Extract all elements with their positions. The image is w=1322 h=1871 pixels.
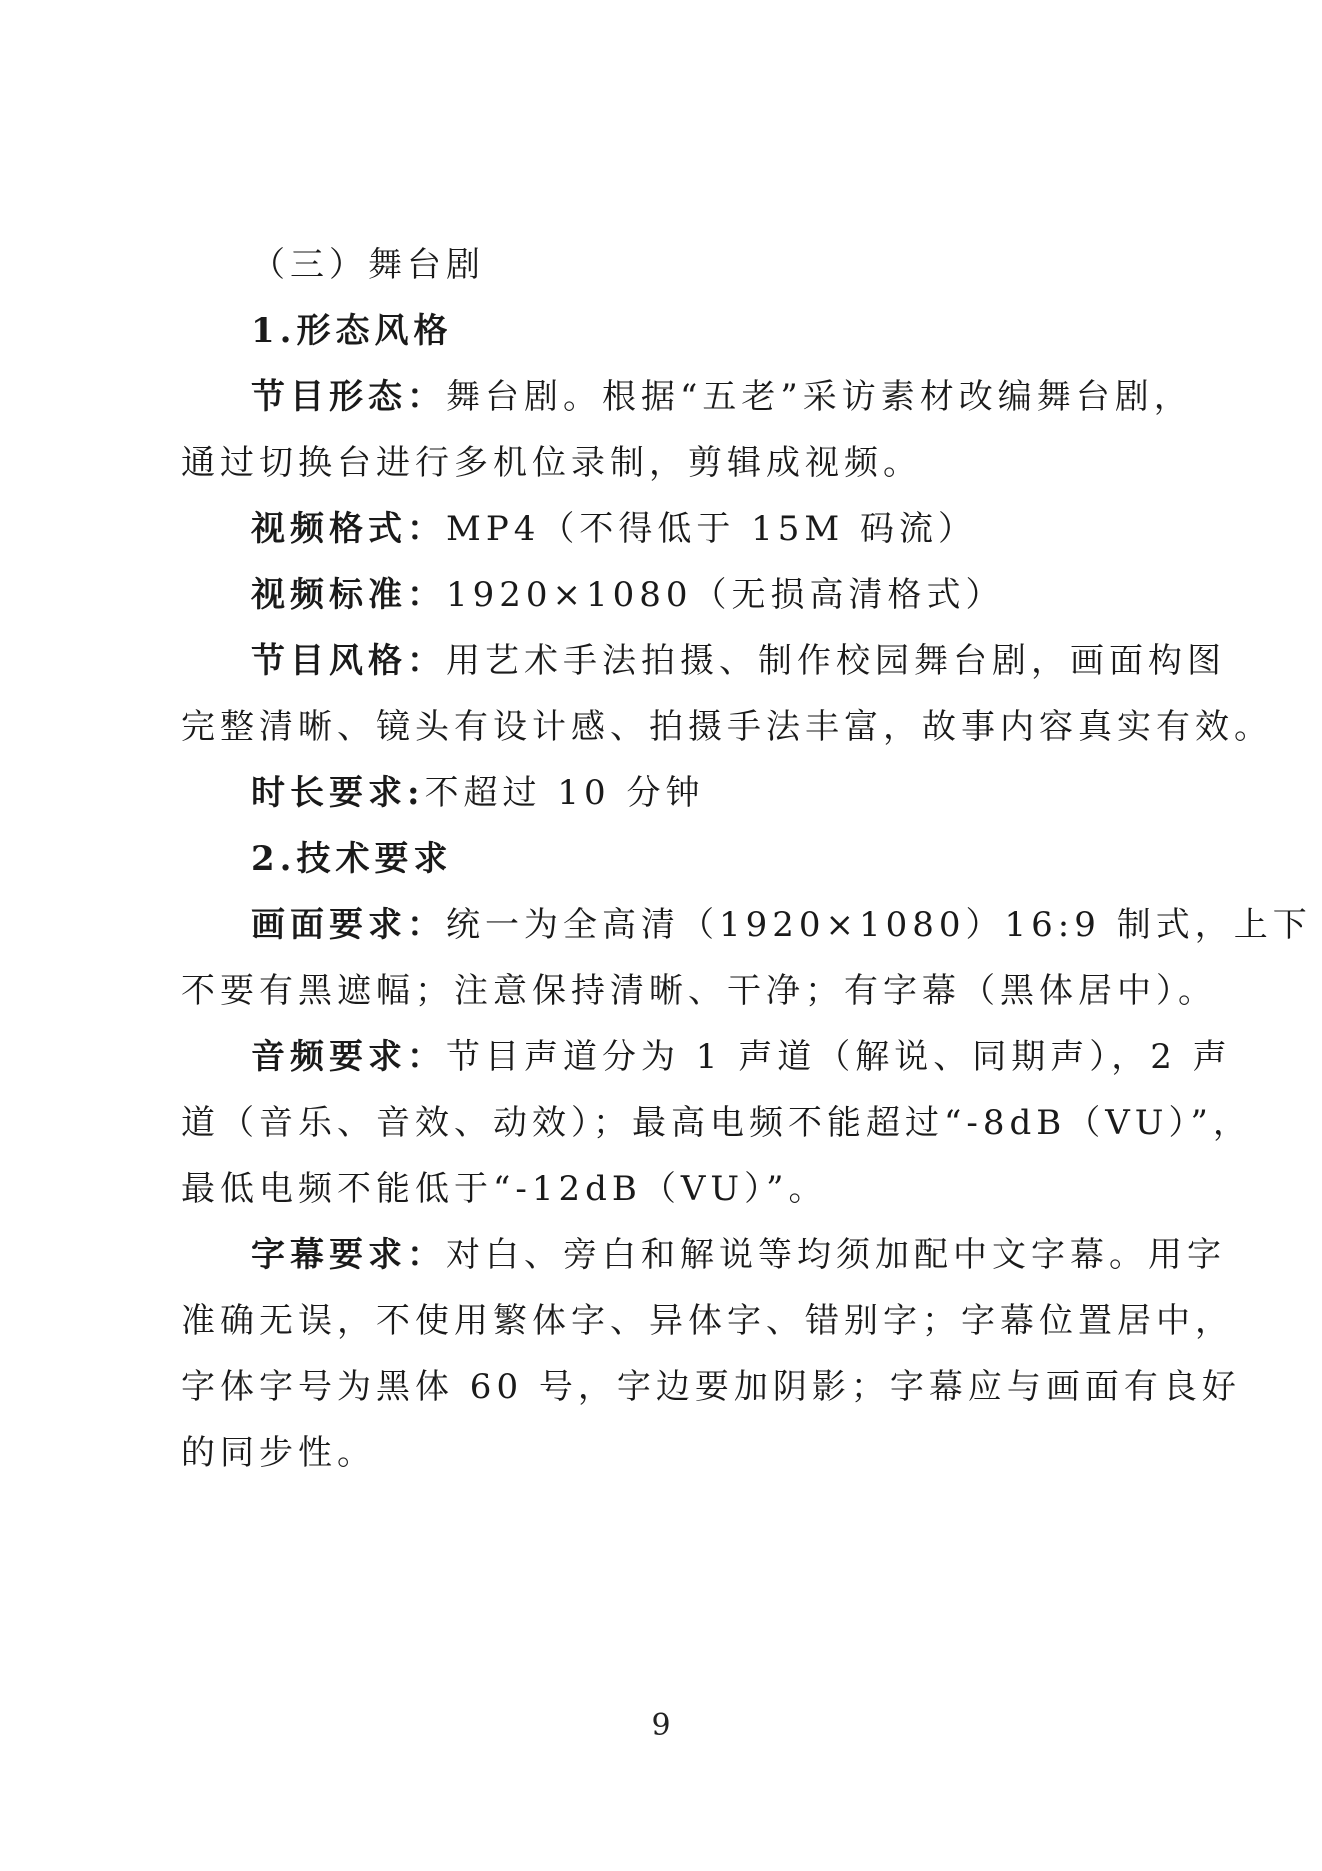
text-audio-line1: 节目声道分为 1 声道（解说、同期声），2 声	[446, 1037, 1232, 1077]
text-duration: 不超过 10 分钟	[424, 773, 705, 813]
paragraph-program-style	[181, 628, 1226, 694]
subsection-heading-form-style: 1.形态风格	[251, 311, 453, 351]
page-number: 9	[651, 1708, 671, 1743]
paragraph-video-standard	[181, 562, 1126, 628]
label-duration: 时长要求:	[251, 773, 425, 813]
text-subtitle-line3: 字体字号为黑体 60 号，字边要加阴影；字幕应与画面有良好	[181, 1367, 1241, 1407]
text-program-style-line2: 完整清晰、镜头有设计感、拍摄手法丰富，故事内容真实有效。	[181, 707, 1273, 747]
label-picture-requirements: 画面要求：	[251, 905, 446, 945]
paragraph-video-format	[181, 496, 1126, 562]
text-program-form-line2: 通过切换台进行多机位录制，剪辑成视频。	[181, 443, 922, 483]
text-picture-line1: 统一为全高清（1920×1080）16:9 制式，上下	[446, 905, 1312, 945]
label-program-style: 节目风格：	[251, 641, 446, 681]
section-heading: （三）舞台剧	[251, 245, 485, 285]
text-audio-line3: 最低电频不能低于“-12dB（VU）”。	[181, 1169, 828, 1209]
text-program-style-line1: 用艺术手法拍摄、制作校园舞台剧，画面构图	[446, 641, 1226, 681]
text-video-format: MP4（不得低于 15M 码流）	[446, 509, 978, 549]
text-subtitle-line2: 准确无误，不使用繁体字、异体字、错别字；字幕位置居中，	[181, 1301, 1234, 1341]
text-audio-line2: 道（音乐、音效、动效）；最高电频不能超过“-8dB（VU）”，	[181, 1103, 1252, 1143]
label-video-format: 视频格式：	[251, 509, 446, 549]
paragraph-duration	[181, 760, 1126, 826]
label-video-standard: 视频标准：	[251, 575, 446, 615]
paragraph-audio-requirements	[181, 1024, 1232, 1090]
paragraph-program-form	[181, 364, 1193, 430]
label-audio-requirements: 音频要求：	[251, 1037, 446, 1077]
text-video-standard: 1920×1080（无损高清格式）	[446, 575, 1005, 615]
text-picture-line2: 不要有黑遮幅；注意保持清晰、干净；有字幕（黑体居中）。	[181, 971, 1217, 1011]
subsection-heading-technical: 2.技术要求	[251, 839, 453, 879]
text-subtitle-line1: 对白、旁白和解说等均须加配中文字幕。用字	[446, 1235, 1226, 1275]
label-subtitle-requirements: 字幕要求：	[251, 1235, 446, 1275]
text-program-form-line1: 舞台剧。根据“五老”采访素材改编舞台剧，	[446, 377, 1193, 417]
paragraph-picture-requirements	[181, 892, 1312, 958]
paragraph-subtitle-requirements	[181, 1222, 1226, 1288]
document-body	[181, 232, 1312, 1486]
label-program-form: 节目形态：	[251, 377, 446, 417]
text-subtitle-line4: 的同步性。	[181, 1433, 376, 1473]
